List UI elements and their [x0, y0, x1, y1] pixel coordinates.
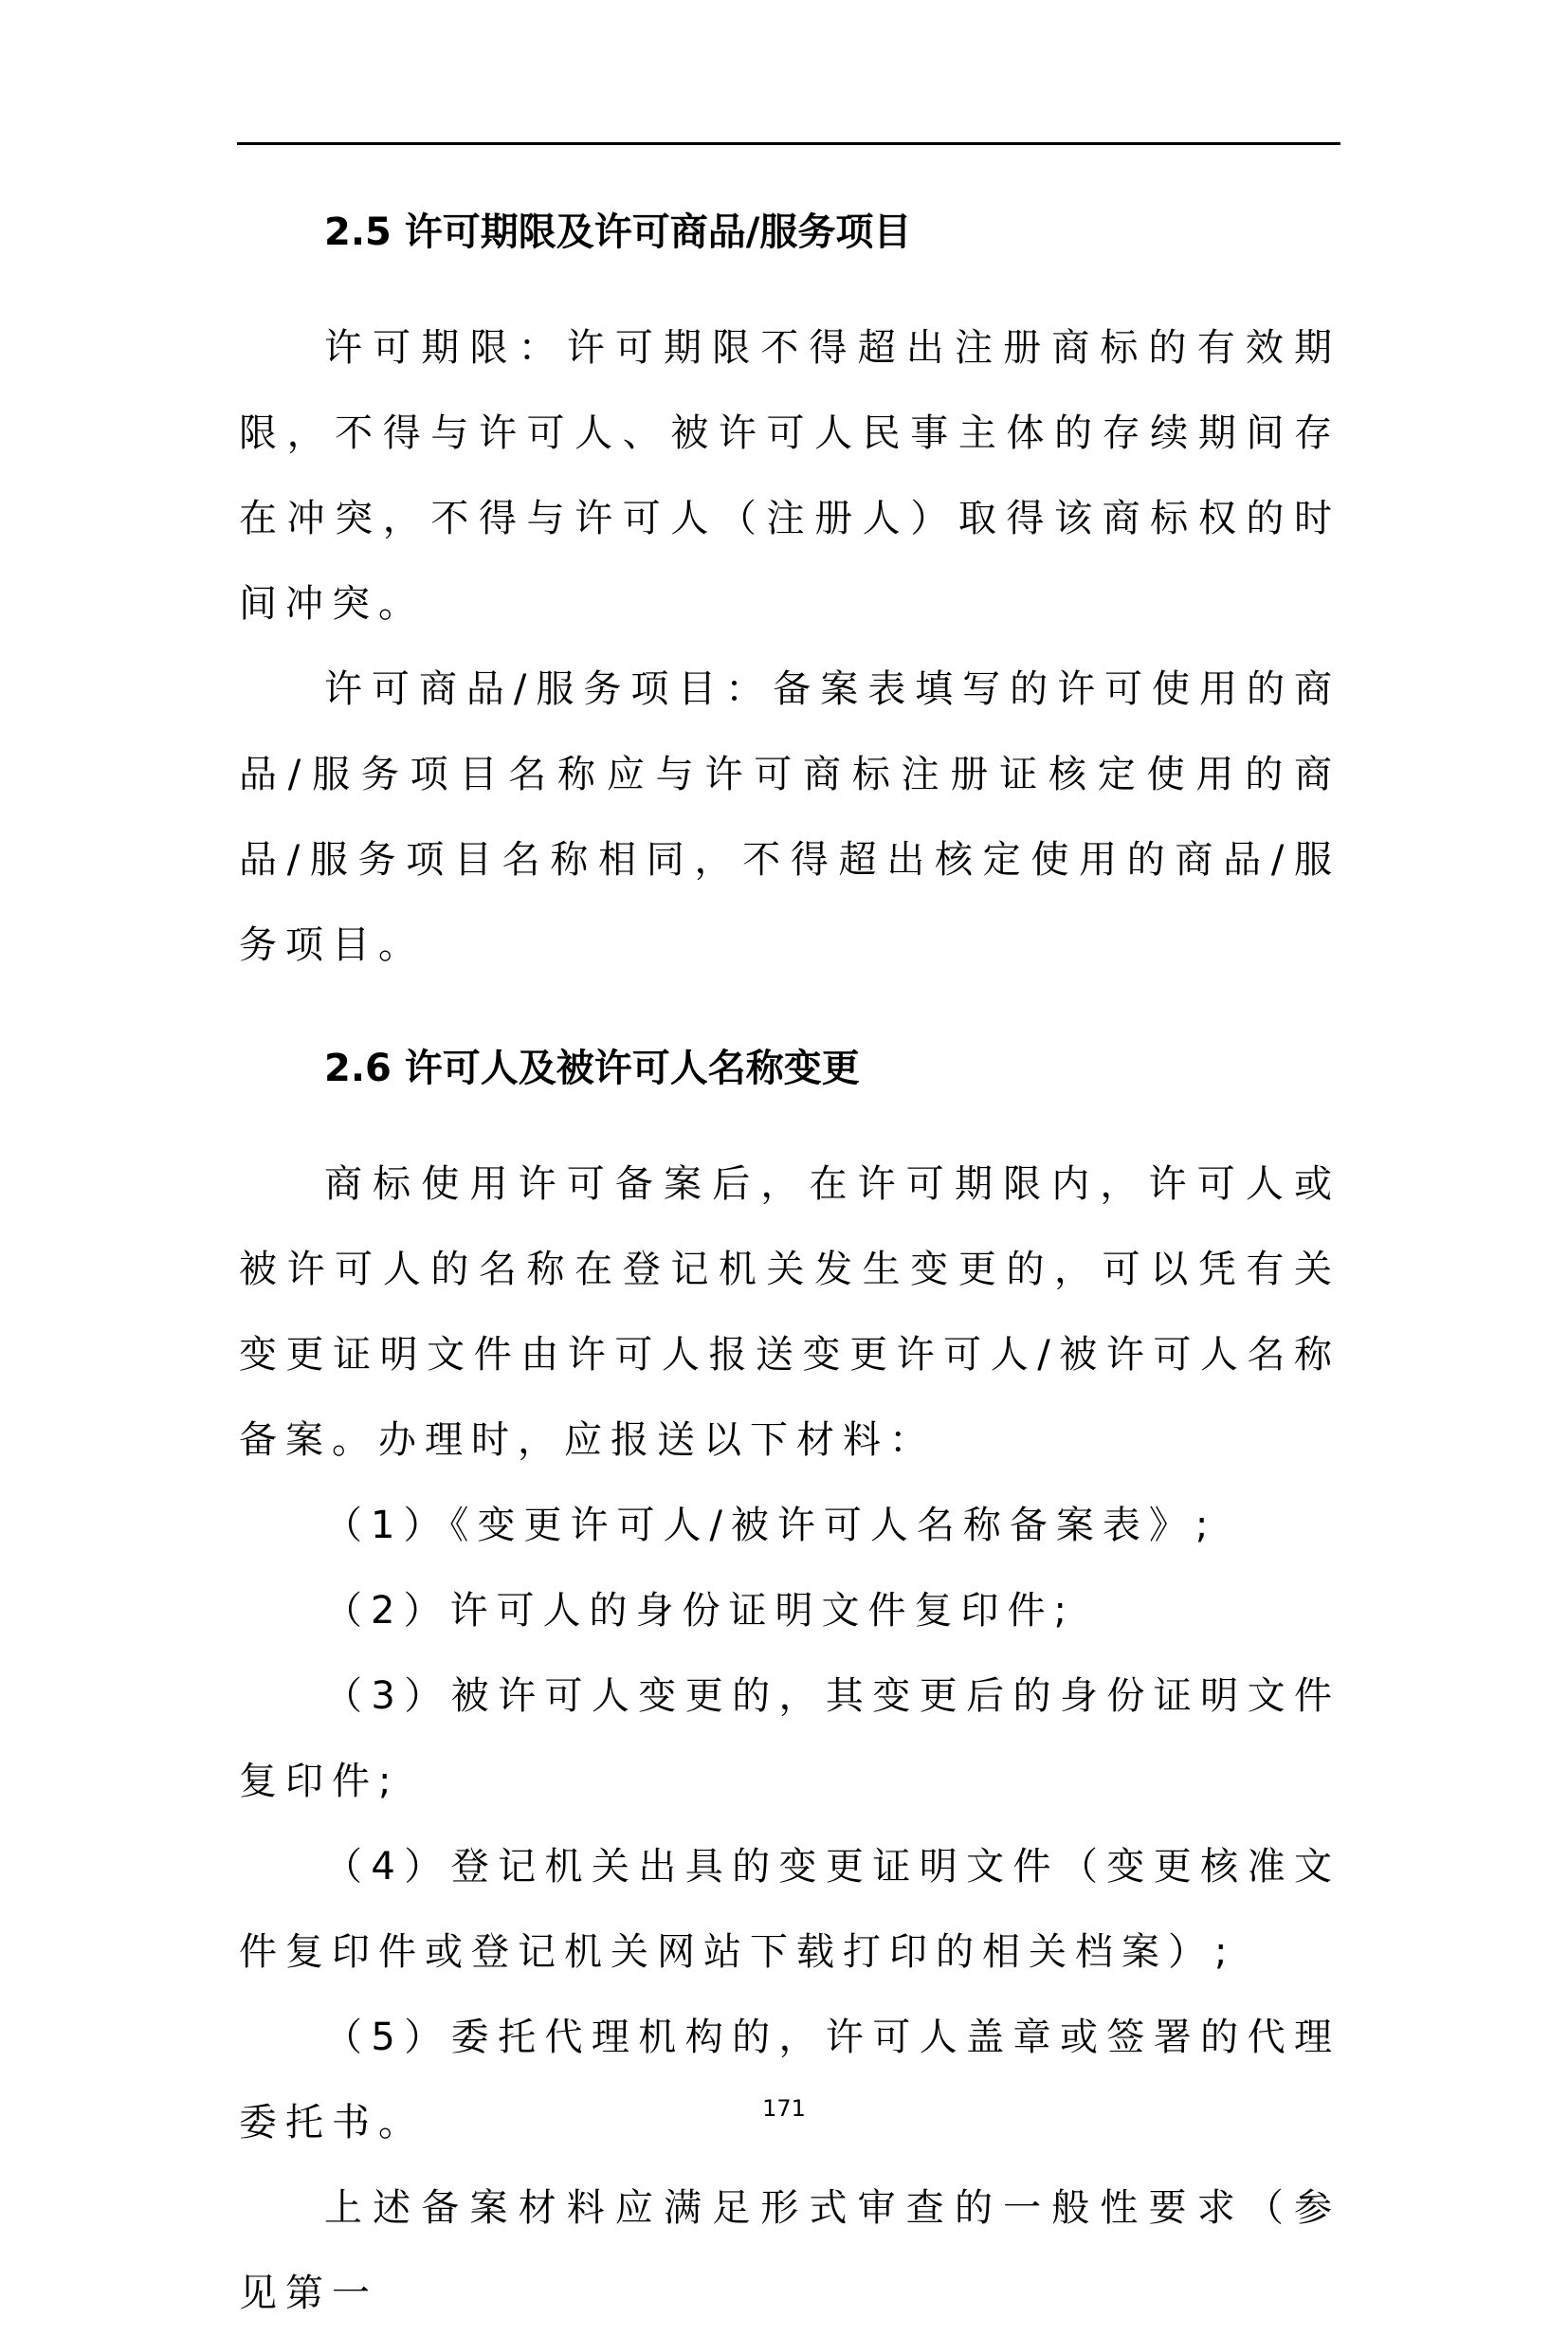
paragraph-closing: 上述备案材料应满足形式审查的一般性要求（参见第一 — [239, 2186, 1340, 2315]
paragraph-license-goods: 许可商品/服务项目：备案表填写的许可使用的商品/服务项目名称应与许可商标注册证核定使用的商品/服务项目名称相同，不得超出核定使用的商品/服务项目。 — [239, 667, 1340, 967]
section-heading-2-6: 2.6 许可人及被许可人名称变更 — [324, 1047, 860, 1090]
list-item-1: （1）《变更许可人/被许可人名称备案表》; — [324, 1504, 1217, 1547]
list-item-5: （5）委托代理机构的，许可人盖章或签署的代理委托书。 — [239, 2016, 1340, 2144]
list-item-4: （4）登记机关出具的变更证明文件（变更核准文件复印件或登记机关网站下载打印的相关档案）; — [239, 1845, 1340, 1974]
page-body — [239, 190, 1340, 2336]
paragraph-name-change-intro: 商标使用许可备案后，在许可期限内，许可人或被许可人的名称在登记机关发生变更的，可以凭有关变更证明文件由许可人报送变更许可人/被许可人名称备案。办理时，应报送以下材料： — [239, 1162, 1340, 1462]
list-item-3: （3）被许可人变更的，其变更后的身份证明文件复印件; — [239, 1674, 1340, 1803]
paragraph-license-term: 许可期限：许可期限不得超出注册商标的有效期限，不得与许可人、被许可人民事主体的存续期间存在冲突，不得与许可人（注册人）取得该商标权的时间冲突。 — [239, 326, 1340, 626]
list-item-2: （2）许可人的身份证明文件复印件; — [324, 1589, 1075, 1633]
page-number: 171 — [762, 2095, 806, 2122]
section-heading-2-5: 2.5 许可期限及许可商品/服务项目 — [324, 210, 912, 254]
header-rule — [237, 142, 1340, 145]
